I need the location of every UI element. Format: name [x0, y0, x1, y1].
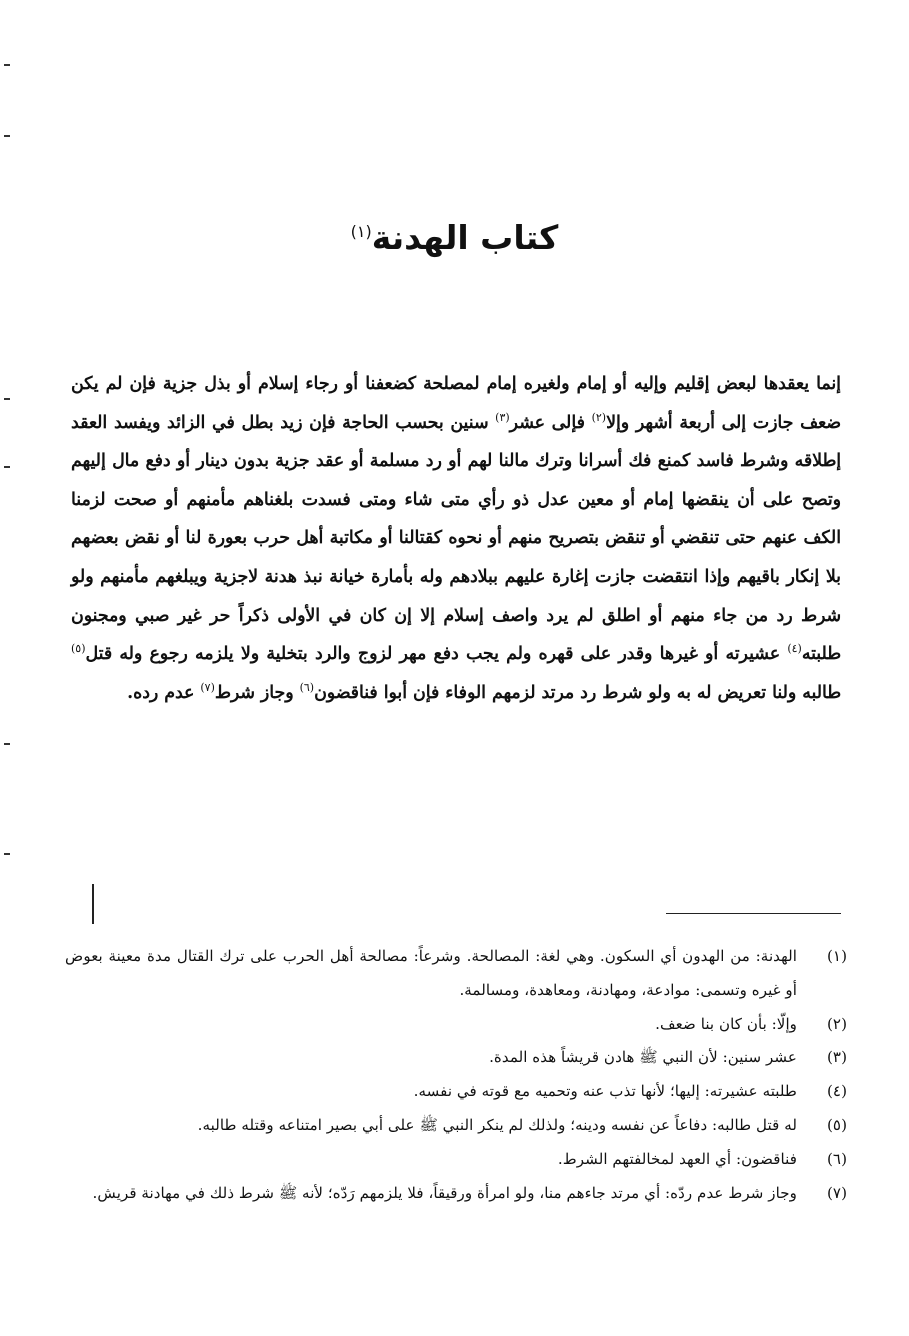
- footnote-ref: (٣): [495, 410, 510, 424]
- body-text: سنين بحسب الحاجة فإن زيد بطل في الزائد ويفسد العقد إطلاقه وشرط فاسد كمنع فك أسرانا وترك مالنا لهم أو رد مسلمة أو عقد جزية بدون دينار أو دفع مال إليهم وتصح على أن ينقضها إمام أو معين عدل ذو رأي متى شاء ومتى فسدت بلغناهم مأمنهم أو صحت لزمنا الكف عنهم حتى تنقضي أو تنقض بتصريح منهم أو نحوه كقتالنا أو مكاتبة أهل حرب بعورة لنا أو نقض بعضهم بلا إنكار باقيهم وإذا انتقضت جازت إغارة عليهم ببلادهم وله بأمارة خيانة نبذ هدنة لاجزية ويبلغهم مأمنهم ولو شرط رد من جاء منهم أو اطلق لم يرد واصف إسلام إلا إن كان في الأولى ذكراً حر غير صبي ومجنون طلبته: [71, 412, 841, 665]
- footnote-text: وجاز شرط عدم ردّه: أي مرتد جاءهم منا، ولو امرأة ورقيقاً، فلا يلزمهم رَدّه؛ لأنه ﷺ شرط ذلك في مهادنة قريش.: [92, 1183, 797, 1202]
- footnote-number: (١): [826, 947, 847, 965]
- footnote-ref: (٦): [299, 680, 315, 694]
- footnote-number: (٦): [826, 1149, 847, 1168]
- footnote-item: [65, 1143, 847, 1177]
- footnote-text: طلبته عشيرته: إليها؛ لأنها تذب عنه وتحميه مع قوته في نفسه.: [413, 1082, 797, 1101]
- page-edge-mark: [4, 398, 10, 400]
- chapter-title-text: كتاب الهدنة: [371, 218, 559, 257]
- footnote-separator: [666, 913, 841, 914]
- page-edge-mark: [4, 135, 10, 137]
- footnote-number: (٤): [826, 1082, 847, 1101]
- footnote-text: له قتل طالبه: دفاعاً عن نفسه ودينه؛ ولذلك لم ينكر النبي ﷺ على أبي بصير امتناعه وقتله طالبه.: [197, 1115, 797, 1134]
- footnote-item: [65, 1041, 847, 1075]
- footnote-text: وإلّا: بأن كان بنا ضعف.: [655, 1014, 797, 1033]
- body-text: طالبه ولنا تعريض له به ولو شرط رد مرتد لزمهم الوفاء فإن أبوا فناقضون: [314, 682, 841, 703]
- footnote-ref: (١): [350, 222, 372, 241]
- footnote-ref: (٤): [787, 642, 802, 656]
- footnote-number: (٣): [826, 1048, 847, 1067]
- footnote-ref: (٧): [200, 680, 215, 694]
- footnote-item: [65, 1075, 847, 1109]
- footnote-number: (٥): [826, 1115, 847, 1134]
- footnote-item: [65, 1177, 847, 1211]
- footnote-text: فناقضون: أي العهد لمخالفتهم الشرط.: [557, 1149, 797, 1168]
- footnote-item: [65, 940, 847, 1008]
- body-text: وجاز شرط: [214, 682, 300, 703]
- page-edge-mark: [4, 466, 10, 468]
- body-text: عشيرته أو غيرها وقدر على قهره ولم يجب دفع مهر لزوج والرد بتخلية ولا يلزمه رجوع وله قتل: [85, 644, 788, 665]
- footnote-item: [65, 1109, 847, 1143]
- page-edge-mark: [4, 743, 10, 745]
- chapter-title: [0, 218, 909, 257]
- body-text: فإلى عشر: [509, 412, 592, 433]
- footnote-number: (٧): [826, 1183, 847, 1202]
- footnote-text: الهدنة: من الهدون أي السكون. وهي لغة: المصالحة. وشرعاً: مصالحة أهل الحرب على ترك القتال مدة معينة بعوض أو غيره وتسمى: موادعة، ومهادنة، ومعاهدة، ومسالمة.: [65, 947, 797, 999]
- page-edge-mark: [4, 64, 10, 66]
- footnote-number: (٢): [826, 1014, 847, 1033]
- footnote-ref: (٥): [71, 642, 86, 656]
- main-text: [71, 365, 841, 712]
- footnote-item: [65, 1008, 847, 1042]
- page-edge-mark: [4, 853, 10, 855]
- margin-line: [92, 884, 94, 924]
- footnote-ref: (٢): [591, 410, 607, 424]
- footnotes: [65, 940, 847, 1210]
- body-text: عدم رده.: [127, 682, 201, 703]
- footnote-text: عشر سنين: لأن النبي ﷺ هادن قريشاً هذه المدة.: [489, 1048, 797, 1067]
- body-text: إنما يعقدها لبعض إقليم وإليه أو إمام ولغيره إمام لمصلحة كضعفنا أو رجاء إسلام أو بذل جزية فإن لم يكن ضعف جازت إلى أربعة أشهر وإلا: [71, 374, 841, 433]
